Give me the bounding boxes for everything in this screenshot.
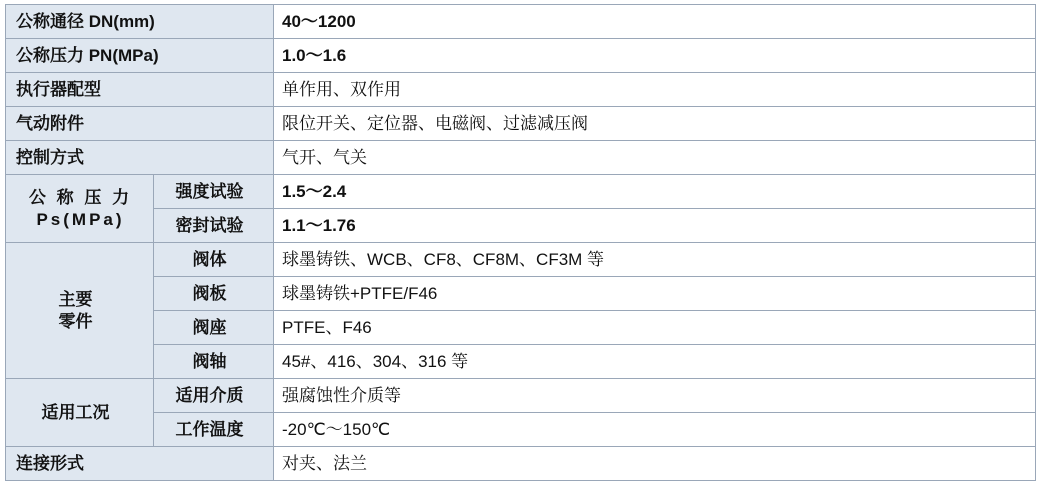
table-row bbox=[6, 379, 1036, 413]
group-label-test-pressure-line2: Ps(MPa) bbox=[36, 209, 125, 229]
table-row bbox=[6, 345, 1036, 379]
table-row bbox=[6, 447, 1036, 481]
group-label-test-pressure-line1: 公 称 压 力 bbox=[28, 188, 133, 208]
value-valve-seat: PTFE、F46 bbox=[274, 311, 1036, 345]
group-label-test-pressure bbox=[6, 175, 154, 243]
sub-label-valve-seat: 阀座 bbox=[154, 311, 274, 345]
row-value-connection-type: 对夹、法兰 bbox=[274, 447, 1036, 481]
table-row bbox=[6, 175, 1036, 209]
row-value-actuator-type: 单作用、双作用 bbox=[274, 73, 1036, 107]
group-label-main-parts-line2: 零件 bbox=[58, 311, 93, 331]
sub-label-valve-plate: 阀板 bbox=[154, 277, 274, 311]
row-value-pneumatic-accessories: 限位开关、定位器、电磁阀、过滤减压阀 bbox=[274, 107, 1036, 141]
table-row bbox=[6, 73, 1036, 107]
specification-table bbox=[5, 4, 1036, 481]
group-label-main-parts-line1: 主要 bbox=[58, 290, 93, 310]
row-label-pneumatic-accessories: 气动附件 bbox=[6, 107, 274, 141]
group-label-main-parts bbox=[6, 243, 154, 379]
row-label-actuator-type: 执行器配型 bbox=[6, 73, 274, 107]
sub-label-seal-test: 密封试验 bbox=[154, 209, 274, 243]
value-valve-plate: 球墨铸铁+PTFE/F46 bbox=[274, 277, 1036, 311]
sub-label-valve-body: 阀体 bbox=[154, 243, 274, 277]
table-row bbox=[6, 413, 1036, 447]
row-value-nominal-diameter: 40～1200 bbox=[274, 5, 1036, 39]
value-temperature: -20℃～150℃ bbox=[274, 413, 1036, 447]
table-row bbox=[6, 277, 1036, 311]
group-label-working-condition: 适用工况 bbox=[6, 379, 154, 447]
value-valve-body: 球墨铸铁、WCB、CF8、CF8M、CF3M 等 bbox=[274, 243, 1036, 277]
value-medium: 强腐蚀性介质等 bbox=[274, 379, 1036, 413]
row-label-control-mode: 控制方式 bbox=[6, 141, 274, 175]
row-label-connection-type: 连接形式 bbox=[6, 447, 274, 481]
table-row bbox=[6, 243, 1036, 277]
value-strength-test: 1.5～2.4 bbox=[274, 175, 1036, 209]
row-label-nominal-pressure: 公称压力 PN(MPa) bbox=[6, 39, 274, 73]
value-seal-test: 1.1～1.76 bbox=[274, 209, 1036, 243]
table-row bbox=[6, 5, 1036, 39]
row-value-control-mode: 气开、气关 bbox=[274, 141, 1036, 175]
table-row bbox=[6, 107, 1036, 141]
value-valve-shaft: 45#、416、304、316 等 bbox=[274, 345, 1036, 379]
table-row bbox=[6, 311, 1036, 345]
sub-label-strength-test: 强度试验 bbox=[154, 175, 274, 209]
table-row bbox=[6, 141, 1036, 175]
row-value-nominal-pressure: 1.0～1.6 bbox=[274, 39, 1036, 73]
table-row bbox=[6, 39, 1036, 73]
table-row bbox=[6, 209, 1036, 243]
sub-label-temperature: 工作温度 bbox=[154, 413, 274, 447]
row-label-nominal-diameter: 公称通径 DN(mm) bbox=[6, 5, 274, 39]
sub-label-medium: 适用介质 bbox=[154, 379, 274, 413]
sub-label-valve-shaft: 阀轴 bbox=[154, 345, 274, 379]
